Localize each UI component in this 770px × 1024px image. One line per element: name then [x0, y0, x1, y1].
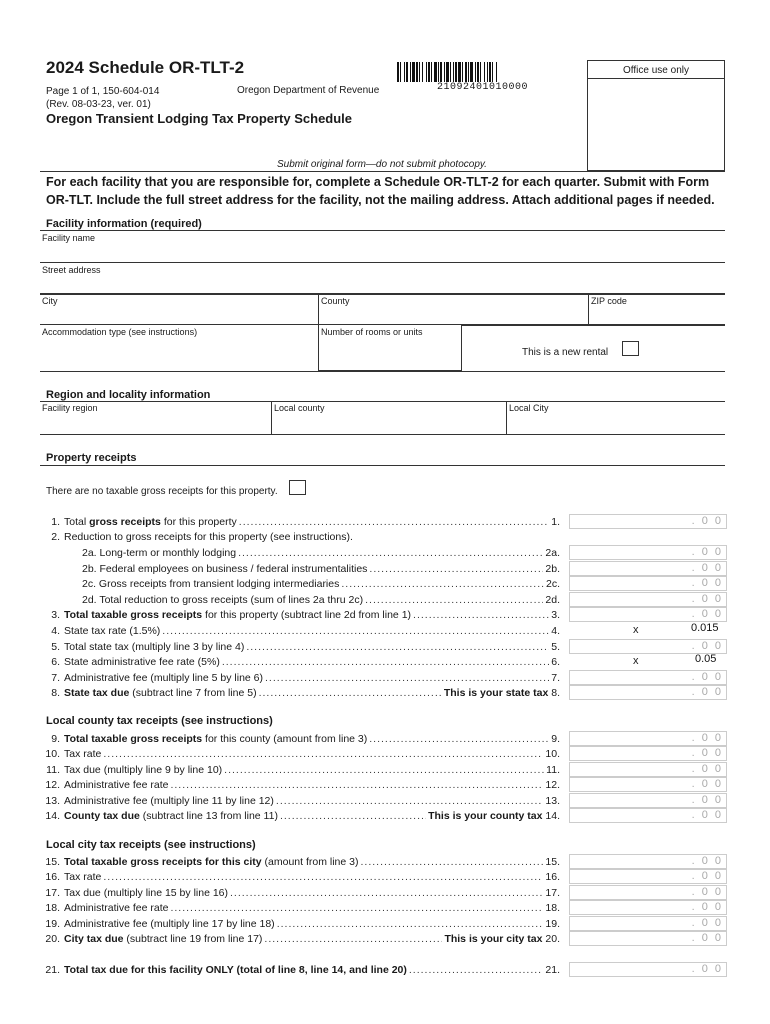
amount-field-line-9[interactable]: . 0 0 — [569, 731, 727, 746]
line-ref: 2b. — [545, 563, 560, 575]
dot-leader — [265, 671, 549, 685]
line-description: Administrative fee rate — [64, 902, 169, 914]
amount-field-line-5[interactable]: . 0 0 — [569, 639, 727, 654]
line-description: Total tax due for this facility ONLY (total of line 8, line 14, and line 20) — [64, 964, 407, 976]
line-7 — [40, 671, 560, 685]
amount-field-line-17[interactable]: . 0 0 — [569, 885, 727, 900]
department-name: Oregon Department of Revenue — [237, 85, 380, 96]
office-use-box — [587, 60, 725, 171]
line-number — [40, 562, 64, 576]
amount-field-line-21[interactable]: . 0 0 — [569, 962, 727, 977]
county-label: County — [321, 296, 350, 306]
line-16 — [40, 870, 560, 884]
line-number: 9. — [51, 733, 60, 745]
barcode-image — [397, 62, 570, 82]
line-2b — [40, 562, 560, 576]
line-description: Tax due (multiply line 9 by line 10) — [64, 764, 223, 776]
dot-leader — [365, 593, 543, 607]
amount-field-line-2a[interactable]: . 0 0 — [569, 545, 727, 560]
amount-field-line-2c[interactable]: . 0 0 — [569, 576, 727, 591]
line-15 — [40, 855, 560, 869]
new-rental-label: This is a new rental — [522, 347, 609, 358]
divider — [40, 371, 725, 372]
local-city-label: Local City — [509, 403, 549, 413]
local-city-field[interactable] — [506, 401, 725, 435]
dot-leader — [170, 778, 543, 792]
local-county-field[interactable] — [271, 401, 506, 435]
line-description: Tax rate — [64, 871, 102, 883]
dot-leader — [369, 732, 549, 746]
line-21 — [40, 963, 560, 977]
instructions-text: For each facility that you are responsible for, complete a Schedule OR-TLT-2 for each quarter. Submit with Form OR-TLT. Include the full street address for the facility, not the mailing address. Attach additional pages if needed. — [46, 175, 715, 207]
state-admin-rate-value: 0.05 — [695, 653, 717, 665]
rooms-units-label: Number of rooms or units — [321, 327, 423, 337]
zip-code-label: ZIP code — [591, 296, 627, 306]
line-number: 21. — [45, 964, 60, 976]
line-ref: 12. — [545, 779, 560, 791]
region-heading: Region and locality information — [46, 389, 211, 401]
multiply-sign: x — [633, 655, 639, 667]
line-ref: 21. — [545, 964, 560, 976]
line-number: 10. — [45, 748, 60, 760]
multiply-sign: x — [633, 624, 639, 636]
line-description: Reduction to gross receipts for this property (see instructions). — [64, 531, 353, 543]
line-ref: 3. — [551, 609, 560, 621]
line-description: Total taxable gross receipts for this property (subtract line 2d from line 1) — [64, 609, 412, 621]
facility-name-field[interactable] — [40, 231, 725, 263]
line-ref: 4. — [551, 625, 560, 637]
line-number: 5. — [51, 641, 60, 653]
line-ref: 2c. — [545, 578, 560, 590]
city-label: City — [42, 296, 58, 306]
line-2a — [40, 546, 560, 560]
line-number: 11. — [46, 764, 60, 776]
line-description: Tax rate — [64, 748, 102, 760]
line-number: 12. — [45, 779, 60, 791]
line-ref: 18. — [545, 902, 560, 914]
line-ref: 1. — [551, 516, 560, 528]
amount-field-line-11[interactable]: . 0 0 — [569, 762, 727, 777]
line-ref: 11. — [546, 764, 560, 776]
office-use-label: Office use only — [623, 65, 689, 76]
line-ref: 19. — [545, 918, 560, 930]
line-19 — [40, 917, 560, 931]
dot-leader — [409, 963, 544, 977]
line-number: 16. — [45, 871, 60, 883]
state-tax-rate-value: 0.015 — [691, 622, 719, 634]
city-field[interactable] — [40, 294, 318, 325]
line-ref: This is your state tax 8. — [443, 687, 560, 699]
amount-field-line-20[interactable]: . 0 0 — [569, 931, 727, 946]
line-description: State tax rate (1.5%) — [64, 625, 161, 637]
amount-field-line-16[interactable]: . 0 0 — [569, 869, 727, 884]
line-2 — [40, 530, 560, 544]
line-description: State tax due (subtract line 7 from line 5) — [64, 687, 257, 699]
new-rental-checkbox[interactable] — [622, 341, 639, 356]
line-number — [40, 577, 64, 591]
dot-leader — [264, 932, 442, 946]
facility-heading: Facility information (required) — [46, 218, 202, 230]
amount-field-line-13[interactable]: . 0 0 — [569, 793, 727, 808]
amount-field-line-8[interactable]: . 0 0 — [569, 685, 727, 700]
dot-leader — [103, 747, 543, 761]
line-description: 2a. Long-term or monthly lodging — [82, 547, 237, 559]
line-ref: 5. — [551, 641, 560, 653]
rooms-units-field[interactable] — [318, 325, 461, 371]
line-number: 17. — [45, 887, 60, 899]
amount-field-line-19[interactable]: . 0 0 — [569, 916, 727, 931]
line-number — [40, 593, 64, 607]
line-description: Total taxable gross receipts for this city (amount from line 3) — [64, 856, 359, 868]
accommodation-type-field[interactable] — [40, 325, 318, 371]
no-receipts-checkbox[interactable] — [289, 480, 306, 495]
dot-leader — [170, 901, 543, 915]
line-number: 1. — [51, 516, 60, 528]
county-field[interactable] — [318, 294, 588, 325]
line-description: Total taxable gross receipts for this county (amount from line 3) — [64, 733, 368, 745]
line-number: 19. — [45, 918, 60, 930]
amount-field-line-2b[interactable]: . 0 0 — [569, 561, 727, 576]
line-ref: This is your city tax 20. — [444, 933, 560, 945]
line-number: 15. — [45, 856, 60, 868]
line-description: Total state tax (multiply line 3 by line 4) — [64, 641, 245, 653]
line-description: State administrative fee rate (5%) — [64, 656, 220, 668]
line-13 — [40, 794, 560, 808]
revision: (Rev. 08-03-23, ver. 01) — [46, 99, 151, 110]
line-ref: 15. — [545, 856, 560, 868]
amount-field-line-14[interactable]: . 0 0 — [569, 808, 727, 823]
line-number: 2. — [51, 531, 60, 543]
line-number: 3. — [51, 609, 60, 621]
dot-leader — [276, 794, 543, 808]
line-3 — [40, 608, 560, 622]
submit-note: Submit original form—do not submit photocopy. — [277, 159, 487, 170]
line-ref: 7. — [551, 672, 560, 684]
line-description: 2d. Total reduction to gross receipts (sum of lines 2a thru 2c) — [82, 594, 364, 606]
line-2c — [40, 577, 560, 591]
property-receipts-heading: Property receipts — [46, 452, 137, 464]
dot-leader — [103, 870, 543, 884]
line-ref: 16. — [545, 871, 560, 883]
accommodation-type-label: Accommodation type (see instructions) — [42, 327, 198, 337]
dot-leader — [246, 640, 549, 654]
line-ref: This is your county tax 14. — [428, 810, 560, 822]
dot-leader — [259, 686, 442, 700]
dot-leader — [280, 809, 426, 823]
divider — [40, 465, 725, 466]
line-description: 2b. Federal employees on business / federal instrumentalities — [82, 563, 368, 575]
line-description: 2c. Gross receipts from transient lodging intermediaries — [82, 578, 340, 590]
line-2d — [40, 593, 560, 607]
line-18 — [40, 901, 560, 915]
amount-field-line-2d[interactable]: . 0 0 — [569, 592, 727, 607]
line-ref: 6. — [551, 656, 560, 668]
dot-leader — [413, 608, 549, 622]
zip-code-field[interactable] — [588, 294, 725, 325]
amount-field-line-7[interactable]: . 0 0 — [569, 670, 727, 685]
city-tax-heading: Local city tax receipts (see instructions) — [46, 839, 256, 851]
dot-leader — [369, 562, 543, 576]
facility-region-field[interactable] — [40, 401, 271, 435]
line-ref: 2a. — [545, 547, 560, 559]
line-5 — [40, 640, 560, 654]
line-number: 14. — [45, 810, 60, 822]
divider — [40, 171, 725, 172]
line-12 — [40, 778, 560, 792]
no-receipts-label: There are no taxable gross receipts for this property. — [46, 486, 278, 497]
amount-field-line-10[interactable]: . 0 0 — [569, 746, 727, 761]
line-number: 6. — [51, 656, 60, 668]
form-page-info — [46, 85, 159, 111]
line-ref: 17. — [545, 887, 560, 899]
line-ref: 13. — [545, 795, 560, 807]
line-8 — [40, 686, 560, 700]
line-number: 7. — [51, 672, 60, 684]
line-20 — [40, 932, 560, 946]
line-10 — [40, 747, 560, 761]
line-14 — [40, 809, 560, 823]
amount-field-line-18[interactable]: . 0 0 — [569, 900, 727, 915]
line-description: City tax due (subtract line 19 from line 17) — [64, 933, 263, 945]
dot-leader — [230, 886, 543, 900]
line-description: Administrative fee (multiply line 5 by line 6) — [64, 672, 263, 684]
line-4 — [40, 624, 560, 638]
line-description: Administrative fee (multiply line 17 by line 18) — [64, 918, 275, 930]
line-number: 4. — [51, 625, 60, 637]
line-1 — [40, 515, 560, 529]
line-ref: 10. — [545, 748, 560, 760]
local-county-label: Local county — [274, 403, 325, 413]
amount-field-line-3[interactable]: . 0 0 — [569, 607, 727, 622]
line-ref: 2d. — [545, 594, 560, 606]
dot-leader — [341, 577, 544, 591]
dot-leader — [162, 624, 549, 638]
line-description: Tax due (multiply line 15 by line 16) — [64, 887, 229, 899]
dot-leader — [224, 763, 544, 777]
line-number: 18. — [45, 902, 60, 914]
form-name: Oregon Transient Lodging Tax Property Schedule — [46, 111, 353, 126]
line-number: 20. — [45, 933, 60, 945]
barcode-number: 21092401010000 — [437, 82, 529, 93]
street-address-label: Street address — [42, 265, 101, 275]
line-description: Administrative fee rate — [64, 779, 169, 791]
dot-leader — [361, 855, 544, 869]
line-9 — [40, 732, 560, 746]
line-description: Total gross receipts for this property — [64, 516, 237, 528]
amount-field-line-15[interactable]: . 0 0 — [569, 854, 727, 869]
line-description: County tax due (subtract line 13 from line 11) — [64, 810, 278, 822]
dot-leader — [277, 917, 544, 931]
page-number: Page 1 of 1, 150-604-014 — [46, 86, 160, 97]
dot-leader — [238, 546, 543, 560]
line-description: Administrative fee (multiply line 11 by line 12) — [64, 795, 274, 807]
dot-leader — [239, 515, 549, 529]
line-11 — [40, 763, 560, 777]
line-number: 13. — [45, 795, 60, 807]
amount-field-line-1[interactable]: . 0 0 — [569, 514, 727, 529]
line-6 — [40, 655, 560, 669]
amount-field-line-12[interactable]: . 0 0 — [569, 777, 727, 792]
line-ref: 9. — [551, 733, 560, 745]
line-number — [40, 546, 64, 560]
county-tax-heading: Local county tax receipts (see instructions) — [46, 715, 273, 727]
dot-leader — [222, 655, 549, 669]
facility-region-label: Facility region — [42, 403, 98, 413]
street-address-field[interactable] — [40, 263, 725, 294]
line-number: 8. — [51, 687, 60, 699]
facility-name-label: Facility name — [42, 233, 96, 243]
form-title: 2024 Schedule OR-TLT-2 — [46, 58, 245, 77]
line-17 — [40, 886, 560, 900]
